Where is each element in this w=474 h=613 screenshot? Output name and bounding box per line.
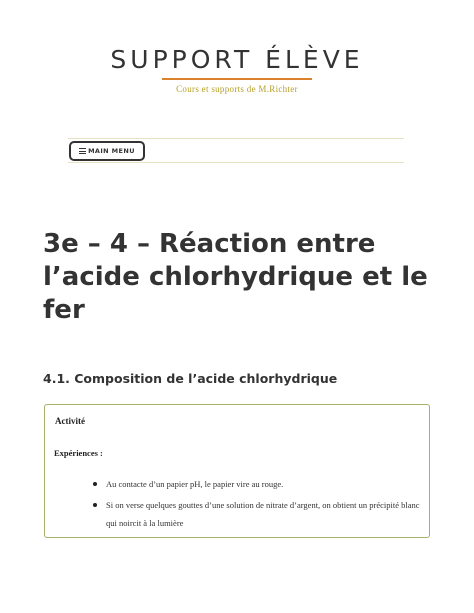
hamburger-icon: [79, 148, 86, 154]
list-item-text: Si on verse quelques gouttes d’une solution de nitrate d’argent, on obtient un précipité blanc qui noircit à la lumière: [106, 500, 420, 528]
section-heading: 4.1. Composition de l’acide chlorhydrique: [43, 371, 338, 386]
main-menu-label: MAIN MENU: [88, 147, 135, 155]
bullet-icon: [93, 503, 97, 507]
site-tagline: Cours et supports de M.Richter: [176, 84, 298, 94]
site-title[interactable]: SUPPORT ÉLÈVE: [110, 45, 364, 74]
nav-divider-top: [68, 138, 404, 139]
list-item: [93, 496, 423, 532]
activity-box: [44, 404, 430, 538]
page-title: 3e – 4 – Réaction entre l’acide chlorhydrique et le fer: [43, 229, 428, 325]
main-menu-button[interactable]: [69, 141, 145, 161]
activity-title: Activité: [55, 416, 85, 426]
title-underline: [162, 78, 312, 80]
nav-divider-bottom: [68, 162, 404, 163]
bullet-icon: [93, 482, 97, 486]
list-item-text: Au contacte d’un papier pH, le papier vire au rouge.: [106, 479, 284, 489]
experiences-list: [93, 475, 423, 532]
experiences-label: Expériences :: [54, 448, 103, 458]
list-item: [93, 475, 423, 493]
